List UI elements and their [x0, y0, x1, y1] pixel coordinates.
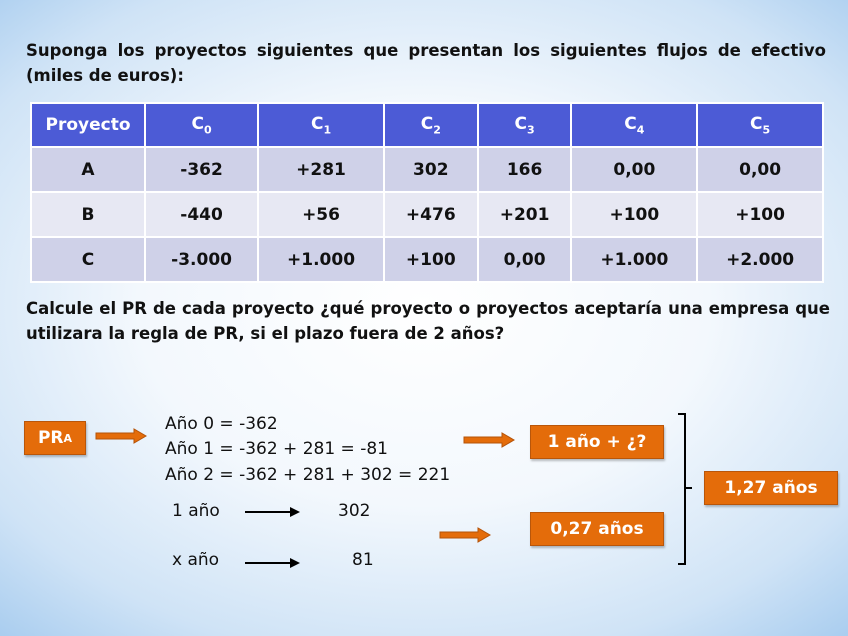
table-cell: +281 — [258, 147, 384, 192]
row-project: B — [31, 192, 145, 237]
header-project: Proyecto — [31, 103, 145, 147]
table-cell: 302 — [384, 147, 478, 192]
arrow-right-icon — [94, 428, 148, 444]
step-year-1: Año 1 = -362 + 281 = -81 — [165, 439, 388, 459]
table-cell: 0,00 — [697, 147, 823, 192]
header-c4: $C_4$ — [571, 103, 697, 147]
table-cell: +100 — [697, 192, 823, 237]
ratio-left-2: x año — [172, 550, 220, 570]
table-cell: +2.000 — [697, 237, 823, 282]
step-year-2: Año 2 = -362 + 281 + 302 = 221 — [165, 465, 451, 485]
arrow-right-icon — [244, 505, 302, 519]
table-cell: 0,00 — [478, 237, 572, 282]
table-header-row — [31, 103, 823, 147]
question-text: Calcule el PR de cada proyecto ¿qué proyecto o proyectos aceptaría una empresa que utilizara la regla de PR, si el plazo fuera de 2 años? — [26, 299, 830, 343]
table-cell: +1.000 — [571, 237, 697, 282]
brace-icon — [674, 412, 700, 568]
result-box-2: 0,27 años — [530, 512, 664, 546]
cash-flow-table — [30, 102, 824, 283]
header-c3: $C_3$ — [478, 103, 572, 147]
header-c1: $C_1$ — [258, 103, 384, 147]
table-cell: +201 — [478, 192, 572, 237]
ratio-left-1: 1 año — [172, 501, 220, 521]
table-cell: +100 — [384, 237, 478, 282]
step-year-0: Año 0 = -362 — [165, 414, 278, 434]
final-result-box: 1,27 años — [704, 471, 838, 505]
row-project: C — [31, 237, 145, 282]
intro-text: Suponga los proyectos siguientes que presentan los siguientes flujos de efectivo (miles de euros): — [26, 41, 826, 85]
row-project: A — [31, 147, 145, 192]
table-cell: -362 — [145, 147, 258, 192]
ratio-right-1: 302 — [338, 501, 371, 521]
table-cell: +100 — [571, 192, 697, 237]
arrow-right-icon — [244, 556, 302, 570]
result-box-1: 1 año + ¿? — [530, 425, 664, 459]
table-cell: -3.000 — [145, 237, 258, 282]
header-c2: $C_2$ — [384, 103, 478, 147]
table-row — [31, 147, 823, 192]
pr-a-box: PR A — [24, 421, 86, 455]
header-c0: $C_0$ — [145, 103, 258, 147]
table-cell: +476 — [384, 192, 478, 237]
table-cell: +56 — [258, 192, 384, 237]
ratio-right-2: 81 — [352, 550, 374, 570]
table-row — [31, 192, 823, 237]
table-cell: 166 — [478, 147, 572, 192]
arrow-right-icon — [462, 432, 516, 448]
table-cell: -440 — [145, 192, 258, 237]
arrow-right-icon — [438, 527, 492, 543]
table-row — [31, 237, 823, 282]
header-c5: $C_5$ — [697, 103, 823, 147]
table-cell: +1.000 — [258, 237, 384, 282]
table-cell: 0,00 — [571, 147, 697, 192]
